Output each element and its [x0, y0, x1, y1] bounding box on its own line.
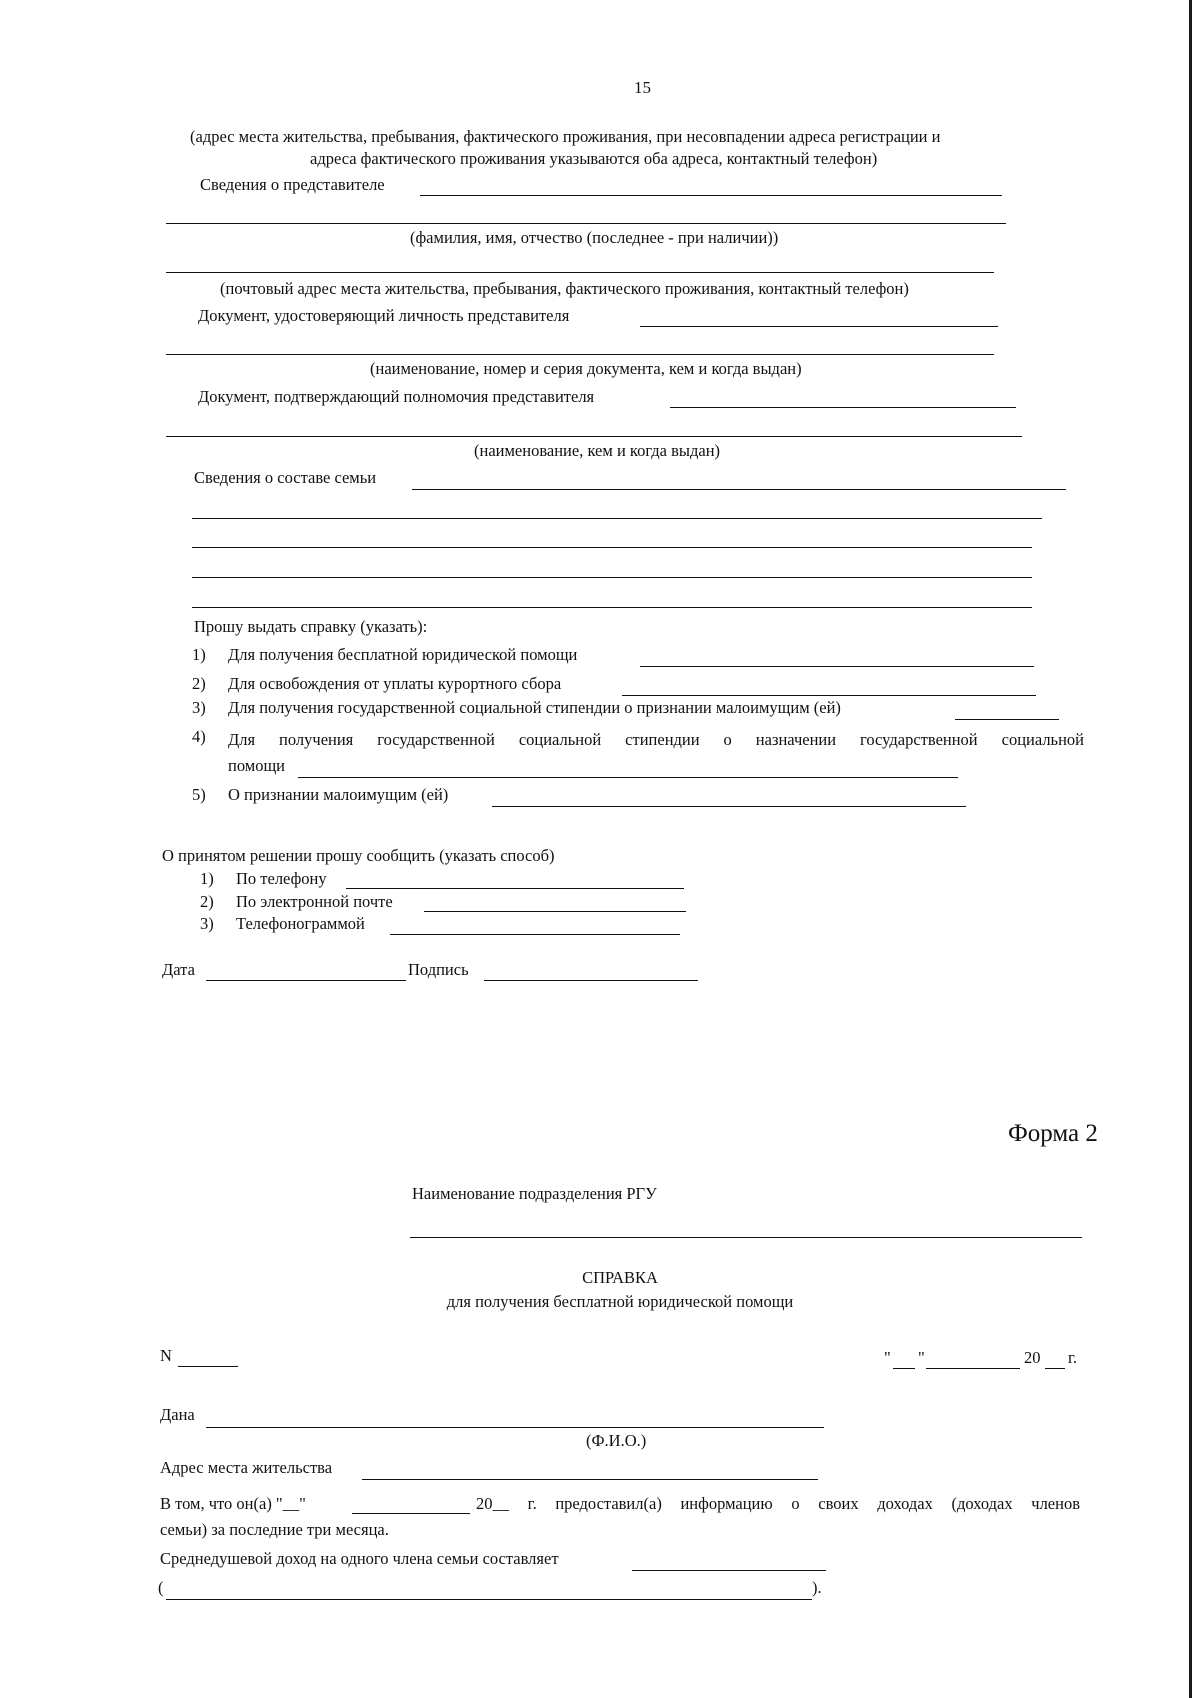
- residence-address-label: Адрес места жительства: [160, 1458, 333, 1477]
- notify-item-1-text: По телефону: [236, 869, 327, 888]
- income-statement-month-line[interactable]: [352, 1513, 470, 1514]
- date-open-quote: ": [884, 1348, 891, 1367]
- certificate-subtitle: для получения бесплатной юридической помощи: [446, 1292, 794, 1311]
- representative-id-doc-field[interactable]: [640, 326, 998, 327]
- representative-label: Сведения о представителе: [200, 175, 385, 194]
- page-edge: [1189, 0, 1192, 1698]
- certificate-number-line[interactable]: [178, 1366, 238, 1367]
- request-item-5-text: О признании малоимущим (ей): [228, 785, 449, 804]
- address-note-line-1: (адрес места жительства, пребывания, фактического проживания, при несовпадении адреса регистрации и: [190, 127, 941, 146]
- request-item-4-text: Для получения государственной социальной стипендии о назначении государственной социальной: [228, 730, 1084, 749]
- notify-item-2-num: 2): [200, 892, 214, 911]
- request-item-1-text: Для получения бесплатной юридической помощи: [228, 645, 578, 664]
- request-item-1-line[interactable]: [640, 666, 1034, 667]
- family-field-line-5[interactable]: [192, 607, 1032, 608]
- representative-auth-doc-label: Документ, подтверждающий полномочия представителя: [198, 387, 595, 406]
- request-heading: Прошу выдать справку (указать):: [194, 617, 428, 636]
- income-statement-end: 20__ г. предоставил(а) информацию о своих доходах (доходах членов: [476, 1494, 1080, 1513]
- signature-label: Подпись: [408, 960, 469, 979]
- representative-name-line[interactable]: [166, 223, 1006, 224]
- issued-to-line[interactable]: [206, 1427, 824, 1428]
- notify-item-1-num: 1): [200, 869, 214, 888]
- representative-address-line[interactable]: [166, 272, 994, 273]
- fio-caption: (Ф.И.О.): [586, 1431, 647, 1450]
- representative-id-doc-caption: (наименование, номер и серия документа, кем и когда выдан): [370, 359, 802, 378]
- certificate-number-label: N: [160, 1346, 172, 1365]
- certificate-title: СПРАВКА: [582, 1268, 658, 1287]
- request-item-2-num: 2): [192, 674, 206, 693]
- date-line[interactable]: [206, 980, 406, 981]
- family-field-line-2[interactable]: [192, 518, 1042, 519]
- request-item-4-num: 4): [192, 727, 206, 746]
- unit-name-line[interactable]: [410, 1237, 1082, 1238]
- notify-item-3-text: Телефонограммой: [236, 914, 365, 933]
- amount-words-close-paren: ).: [812, 1578, 822, 1597]
- family-field-line-3[interactable]: [192, 547, 1032, 548]
- notify-item-2-text: По электронной почте: [236, 892, 393, 911]
- family-field-line-1[interactable]: [412, 489, 1066, 490]
- request-item-4-line[interactable]: [298, 777, 958, 778]
- representative-id-doc-line[interactable]: [166, 354, 994, 355]
- request-item-5-line[interactable]: [492, 806, 966, 807]
- notify-heading: О принятом решении прошу сообщить (указать способ): [162, 846, 555, 865]
- representative-field-line[interactable]: [420, 195, 1002, 196]
- amount-words-line[interactable]: [166, 1599, 812, 1600]
- request-item-2-line[interactable]: [622, 695, 1036, 696]
- representative-name-caption: (фамилия, имя, отчество (последнее - при наличии)): [410, 228, 779, 247]
- representative-auth-doc-caption: (наименование, кем и когда выдан): [474, 441, 721, 460]
- request-item-3-text: Для получения государственной социальной стипендии о признании малоимущим (ей): [228, 698, 841, 717]
- signature-line[interactable]: [484, 980, 698, 981]
- average-income-label: Среднедушевой доход на одного члена семьи составляет: [160, 1549, 559, 1568]
- income-statement-start: В том, что он(а) "__": [160, 1494, 306, 1513]
- request-item-1-num: 1): [192, 645, 206, 664]
- date-label: Дата: [162, 960, 195, 979]
- family-label: Сведения о составе семьи: [194, 468, 377, 487]
- average-income-line[interactable]: [632, 1570, 826, 1571]
- representative-auth-doc-line[interactable]: [166, 436, 1022, 437]
- representative-address-caption: (почтовый адрес места жительства, пребывания, фактического проживания, контактный телефон): [220, 279, 909, 298]
- date-day-line[interactable]: [893, 1368, 915, 1369]
- notify-email-line[interactable]: [424, 911, 686, 912]
- income-statement-line-2: семьи) за последние три месяца.: [160, 1520, 389, 1539]
- request-item-4-text-cont: помощи: [228, 756, 285, 775]
- residence-address-line[interactable]: [362, 1479, 818, 1480]
- notify-phone-line[interactable]: [346, 888, 684, 889]
- date-year-prefix: 20: [1024, 1348, 1041, 1367]
- issued-to-label: Дана: [160, 1405, 195, 1424]
- request-item-3-line[interactable]: [955, 719, 1059, 720]
- request-item-2-text: Для освобождения от уплаты курортного сбора: [228, 674, 562, 693]
- representative-id-doc-label: Документ, удостоверяющий личность представителя: [198, 306, 570, 325]
- date-month-line[interactable]: [926, 1368, 1020, 1369]
- form-2-label: Форма 2: [1008, 1120, 1098, 1147]
- date-close-quote: ": [918, 1348, 925, 1367]
- unit-name-label: Наименование подразделения РГУ: [412, 1184, 657, 1203]
- notify-phonogram-line[interactable]: [390, 934, 680, 935]
- amount-words-open-paren: (: [158, 1578, 164, 1597]
- notify-item-3-num: 3): [200, 914, 214, 933]
- request-item-5-num: 5): [192, 785, 206, 804]
- page-number: 15: [634, 78, 651, 97]
- request-item-3-num: 3): [192, 698, 206, 717]
- date-year-line[interactable]: [1045, 1368, 1065, 1369]
- family-field-line-4[interactable]: [192, 577, 1032, 578]
- representative-auth-doc-field[interactable]: [670, 407, 1016, 408]
- date-year-suffix: г.: [1068, 1348, 1078, 1367]
- address-note-line-2: адреса фактического проживания указываются оба адреса, контактный телефон): [310, 149, 878, 168]
